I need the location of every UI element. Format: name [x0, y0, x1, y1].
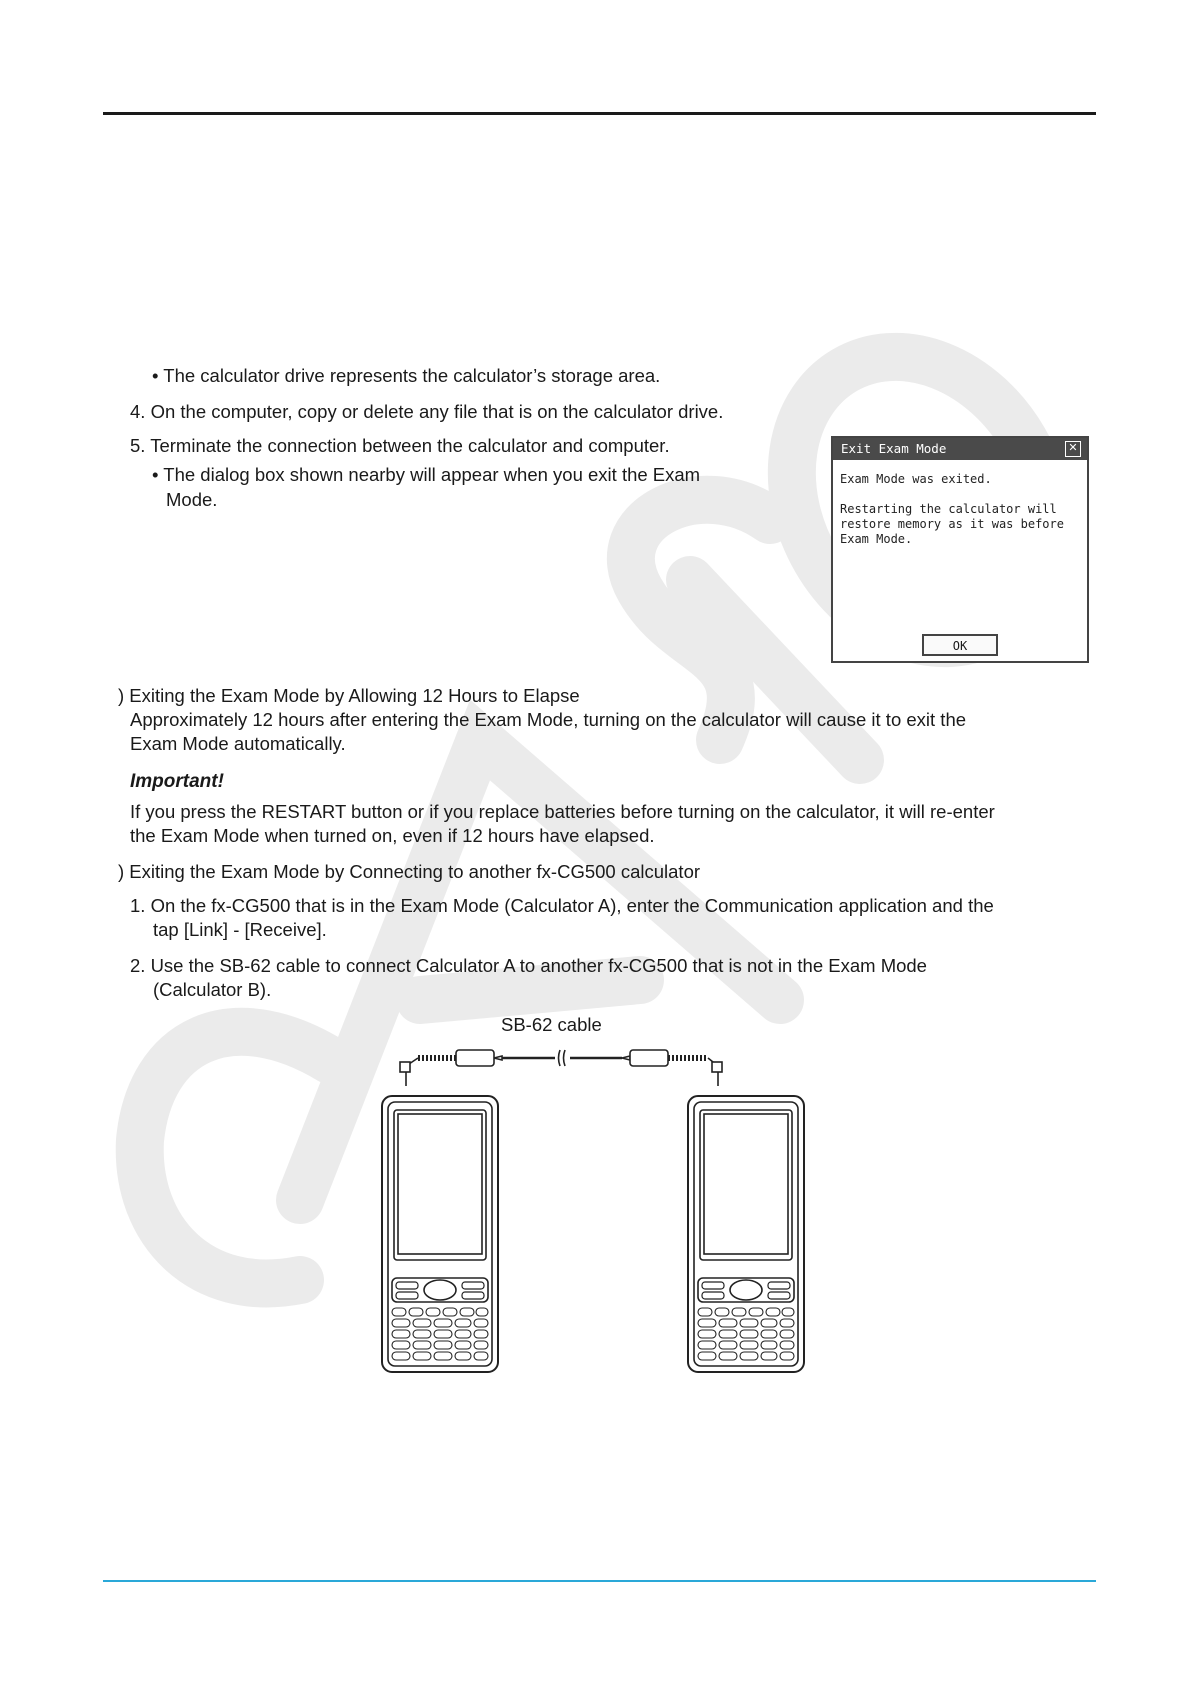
paragraph-line: Exam Mode automatically.	[130, 733, 346, 754]
exit-exam-mode-dialog	[831, 436, 1089, 663]
step-2-line2: (Calculator B).	[153, 979, 272, 1000]
step-1-line1: 1. On the fx-CG500 that is in the Exam Mode (Calculator A), enter the Communication application and the	[130, 895, 994, 916]
dialog-line: Restarting the calculator will	[840, 502, 1057, 516]
right-cable-plug	[622, 1050, 722, 1086]
close-icon[interactable]: ✕	[1065, 441, 1081, 457]
dialog-body	[833, 460, 1087, 661]
bullet-dialog-line2: Mode.	[166, 489, 218, 510]
bottom-rule	[103, 1580, 1096, 1582]
section-heading-connect: ) Exiting the Exam Mode by Connecting to another fx-CG500 calculator	[118, 861, 701, 882]
ok-button[interactable]: OK	[922, 634, 998, 656]
bullet-dialog-line1: • The dialog box shown nearby will appear when you exit the Exam	[152, 464, 701, 485]
dialog-line: Exam Mode.	[840, 532, 913, 546]
important-line: If you press the RESTART button or if you replace batteries before turning on the calculator, it will re-enter	[130, 801, 995, 822]
step-2-line1: 2. Use the SB-62 cable to connect Calculator A to another fx-CG500 that is not in the Exam Mode	[130, 955, 927, 976]
step-5: 5. Terminate the connection between the calculator and computer.	[130, 435, 670, 456]
step-1-line2: tap [Link] - [Receive].	[153, 919, 327, 940]
calculator-a	[382, 1096, 498, 1372]
important-heading: Important!	[130, 771, 224, 792]
left-cable-plug	[400, 1050, 502, 1086]
dialog-line: restore memory as it was before	[840, 517, 1064, 531]
calculator-connection-illustration	[360, 1040, 830, 1380]
paragraph-line: Approximately 12 hours after entering the Exam Mode, turning on the calculator will cause it to exit the	[130, 709, 967, 730]
section-heading-12-hours: ) Exiting the Exam Mode by Allowing 12 Hours to Elapse	[118, 685, 580, 706]
dialog-title: Exit Exam Mode	[833, 438, 1087, 460]
step-4: 4. On the computer, copy or delete any file that is on the calculator drive.	[130, 401, 724, 422]
top-rule	[103, 112, 1096, 115]
calculator-b	[688, 1096, 804, 1372]
dialog-line: Exam Mode was exited.	[840, 472, 992, 486]
important-line: the Exam Mode when turned on, even if 12 hours have elapsed.	[130, 825, 655, 846]
cable-label: SB-62 cable	[501, 1014, 602, 1035]
bullet-calculator-drive: • The calculator drive represents the calculator’s storage area.	[152, 365, 661, 386]
